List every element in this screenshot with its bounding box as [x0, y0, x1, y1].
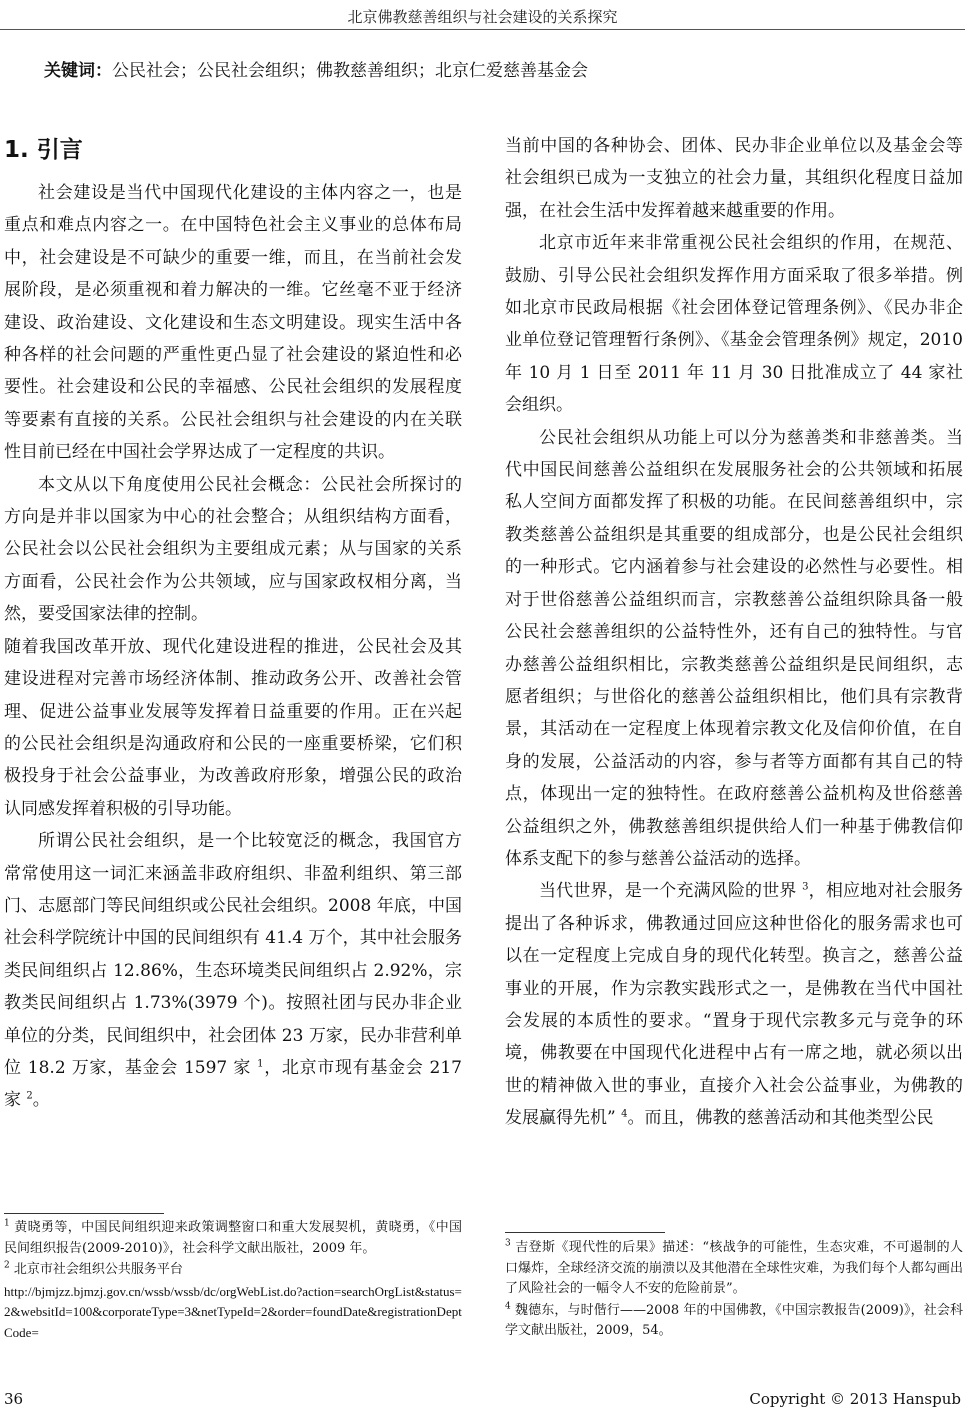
text-span: 所谓公民社会组织，是一个比较宽泛的概念，我国官方常常使用这一词汇来涵盖非政府组织、非盈利组织、第三部门、志愿部门等民间组织或公民社会组织。2008 年底，中国社会科学院统计中国的民间组织有 41.4 万个，其中社会服务类民间组织占 12.86%，生态环境类民间组织占 2.92%，宗教类民间组织占 1.73%(3979 个)。按照社团与民办非企业单位的分类，民间组织中，社会团体 23 万家，民办非营利单位 18.2 万家，基金会 1597 家 [4, 831, 462, 1078]
paragraph: 本文从以下角度使用公民社会概念：公民社会所探讨的方向是并非以国家为中心的社会整合；从组织结构方面看，公民社会以公民社会组织为主要组成元素；从与国家的关系方面看，公民社会作为公共领域，应与国家政权相分离，当然，要受国家法律的控制。 [4, 474, 462, 625]
footnotes-left [4, 1218, 462, 1344]
footnote-divider [4, 1213, 164, 1214]
footnote [4, 1218, 462, 1259]
text-span: 。而且，佛教的慈善活动和其他类型公民 [627, 1108, 934, 1129]
text-span: ，北京市现有基金会 217 家 [4, 1057, 463, 1111]
footnote-text: 吉登斯《现代性的后果》描述：“核战争的可能性，生态灾难，不可遏制的人口爆炸，全球经济交流的崩溃以及其他潜在全球性灾难，为我们每个人都勾画出了风险社会的一幅令人不安的危险前景”。 [505, 1240, 963, 1296]
right-column [505, 130, 963, 1135]
footnote-url[interactable]: http://bjmjzz.bjmzj.gov.cn/wssb/wssb/dc/orgWebList.do?action=searchOrgList&status=2&websitId=100&corporateType=3&netTypeId=2&order=foundDate&registrationDeptCode= [4, 1283, 462, 1340]
paragraph: 社会建设是当代中国现代化建设的主体内容之一，也是重点和难点内容之一。在中国特色社会主义事业的总体布局中，社会建设是不可缺少的重要一维，而且，在当前社会发展阶段，是必须重视和着力解决的一维。它丝毫不亚于经济建设、政治建设、文化建设和生态文明建设。现实生活中各种各样的社会问题的严重性更凸显了社会建设的紧迫性和必要性。社会建设和公民的幸福感、公民社会组织的发展程度等要素有直接的关系。公民社会组织与社会建设的内在关联性目前已经在中国社会学界达成了一定程度的共识。 [4, 183, 462, 463]
running-header: 北京佛教慈善组织与社会建设的关系探究 [347, 8, 618, 26]
text-span: 。 [32, 1090, 50, 1111]
text-span: ，相应地对社会服务提出了各种诉求，佛教通过回应这种世俗化的服务需求也可以在一定程度上完成自身的现代化转型。换言之，慈善公益事业的开展，作为宗教实践形式之一，是佛教在当代中国社会发展的本质性的要求。“置身于现代宗教多元与竞争的环境，佛教要在中国现代化进程中占有一席之地，就必须以出世的精神做入世的事业，直接介入社会公益事业，为佛教的发展赢得先机” [505, 881, 964, 1129]
footnote-divider [505, 1232, 665, 1233]
footnote-ref: 3 [802, 881, 809, 893]
keywords-line [44, 58, 924, 84]
footnotes-right [505, 1238, 963, 1343]
paragraph: 公民社会组织从功能上可以分为慈善类和非慈善类。当代中国民间慈善公益组织在发展服务社会的公共领域和拓展私人空间方面都发挥了积极的功能。在民间慈善组织中，宗教类慈善公益组织是其重要的组成部分，也是公民社会组织的一种形式。它内涵着参与社会建设的必然性与必要性。相对于世俗慈善公益组织而言，宗教慈善公益组织除具备一般公民社会慈善组织的公益特性外，还有自己的独特性。与官办慈善公益组织相比，宗教类慈善公益组织是民间组织，志愿者组织；与世俗化的慈善公益组织相比，他们具有宗教背景，其活动在一定程度上体现着宗教文化及信仰价值，在自身的发展，公益活动的内容，参与者等方面都有其自己的特点，体现出一定的独特性。在政府慈善公益机构及世俗慈善公益组织之外，佛教慈善组织提供给人们一种基于佛教信仰体系支配下的参与慈善公益活动的选择。 [505, 427, 963, 869]
footnote-number: 3 [505, 1238, 511, 1249]
copyright-notice: Copyright © 2013 Hanspub [749, 1390, 961, 1408]
header-divider [0, 29, 965, 30]
keywords-text: 公民社会；公民社会组织；佛教慈善组织；北京仁爱慈善基金会 [112, 61, 588, 81]
footnote [505, 1301, 963, 1342]
footnote-text: 黄晓勇等，中国民间组织迎来政策调整窗口和重大发展契机，黄晓勇，《中国民间组织报告(2009-2010)》，社会科学文献出版社，2009 年。 [4, 1220, 462, 1256]
footnote-text: 北京市社会组织公共服务平台 [13, 1262, 183, 1277]
footnote-number: 1 [4, 1218, 10, 1229]
paragraph [505, 875, 963, 1134]
footnote-ref: 4 [621, 1108, 628, 1120]
page-number: 36 [4, 1390, 24, 1408]
paragraph [4, 825, 462, 1117]
footnote [4, 1260, 462, 1281]
keywords-label: 关键词： [44, 61, 112, 81]
paragraph: 随着我国改革开放、现代化建设进程的推进，公民社会及其建设进程对完善市场经济体制、推动政务公开、改善社会管理、促进公益事业发展等发挥着日益重要的作用。正在兴起的公民社会组织是沟通政府和公民的一座重要桥梁，它们积极投身于社会公益事业，为改善政府形象，增强公民的政治认同感发挥着积极的引导功能。 [4, 636, 462, 819]
footnote-ref: 1 [257, 1058, 264, 1070]
footnote [505, 1238, 963, 1300]
paragraph: 北京市近年来非常重视公民社会组织的作用，在规范、鼓励、引导公民社会组织发挥作用方面采取了很多举措。例如北京市民政局根据《社会团体登记管理条例》、《民办非企业单位登记管理暂行条例》、《基金会管理条例》规定，2010 年 10 月 1 日至 2011 年 11 月 30 日批准成立了 44 家社会组织。 [505, 233, 963, 416]
section-title: 1. 引言 [4, 137, 83, 163]
paragraph: 当前中国的各种协会、团体、民办非企业单位以及基金会等社会组织已成为一支独立的社会力量，其组织化程度日益加强，在社会生活中发挥着越来越重要的作用。 [505, 136, 963, 221]
footnote-number: 2 [4, 1260, 10, 1271]
footnote-text: 魏德东，与时偕行——2008 年的中国佛教，《中国宗教报告(2009)》，社会科学文献出版社，2009，54。 [505, 1302, 963, 1338]
footnote-number: 4 [505, 1301, 511, 1312]
text-span: 当代世界，是一个充满风险的世界 [539, 881, 797, 902]
footnote-ref: 2 [26, 1090, 33, 1102]
left-column [4, 177, 462, 1117]
